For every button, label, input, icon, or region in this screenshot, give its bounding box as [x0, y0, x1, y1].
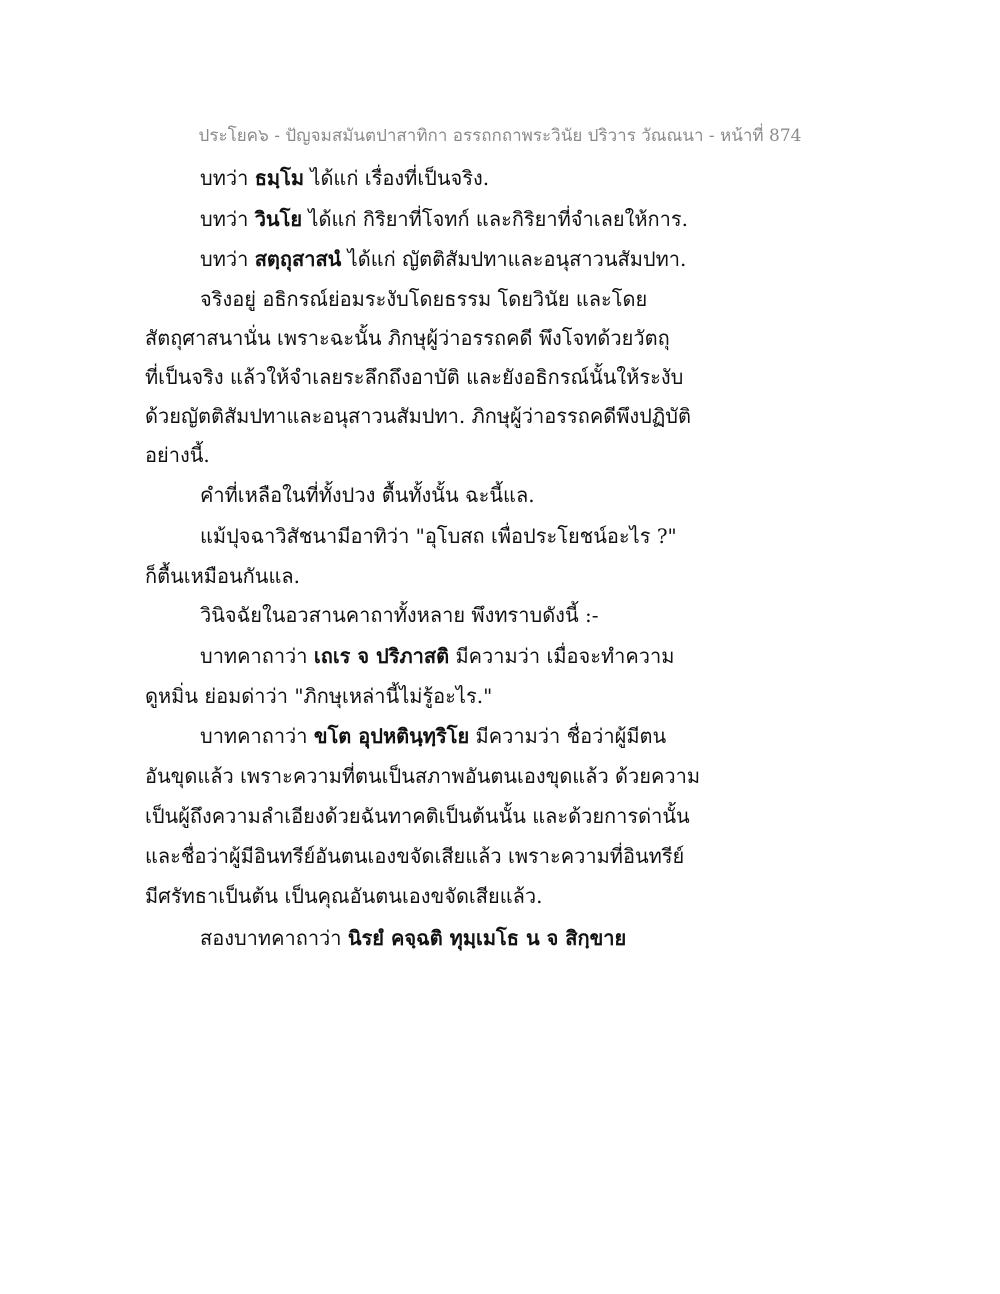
text-line: ก็ตื้นเหมือนกันแล.	[145, 564, 300, 588]
text-line: สัตถุศาสนานั่น เพราะฉะนั้น ภิกษุผู้ว่าอรรถคดี พึงโจทด้วยวัตถุ	[145, 326, 670, 350]
text-line: บทว่า ธมฺโม ได้แก่ เรื่องที่เป็นจริง.	[200, 166, 490, 190]
text-line: อันขุดแล้ว เพราะความที่ตนเป็นสภาพอันตนเองขุดแล้ว ด้วยความ	[145, 764, 700, 788]
text-line: เป็นผู้ถึงความลำเอียงด้วยฉันทาคติเป็นต้นนั้น และด้วยการด่านั้น	[145, 804, 690, 828]
pali-term: ธมฺโม	[254, 166, 305, 190]
pali-term: ขโต อุปหตินฺทฺริโย	[313, 724, 470, 748]
text-line: บาทคาถาว่า ขโต อุปหตินฺทฺริโย มีความว่า ชื่อว่าผู้มีตน	[200, 724, 667, 748]
text-line: แม้ปุจฉาวิสัชนามีอาทิว่า "อุโบสถ เพื่อประโยชน์อะไร ?"	[200, 524, 677, 548]
page-header: ประโยค๖ - ปัญจมสมันตปาสาทิกา อรรถกถาพระวินัย ปริวาร วัณณนา - หน้าที่ 874	[198, 126, 802, 146]
text-line: สองบาทคาถาว่า นิรยํ คจฺฉติ ทุมฺเมโธ น จ สิกฺขาย	[200, 926, 627, 950]
text-line: บาทคาถาว่า เถเร จ ปริภาสติ มีความว่า เมื่อจะทำความ	[200, 644, 675, 668]
pali-term: สตฺถุสาสนํ	[254, 247, 342, 271]
pali-term: นิรยํ คจฺฉติ ทุมฺเมโธ น จ สิกฺขาย	[347, 926, 627, 950]
pali-term: เถเร จ ปริภาสติ	[313, 644, 450, 668]
text-line: อย่างนี้.	[145, 443, 210, 467]
text-line: บทว่า สตฺถุสาสนํ ได้แก่ ญัตติสัมปทาและอนุสาวนสัมปทา.	[200, 247, 687, 271]
text-line: บทว่า วินโย ได้แก่ กิริยาที่โจทก์ และกิริยาที่จำเลยให้การ.	[200, 207, 688, 231]
text-line: มีศรัทธาเป็นต้น เป็นคุณอันตนเองขจัดเสียแล้ว.	[145, 884, 543, 908]
text-line: ดูหมิ่น ย่อมด่าว่า "ภิกษุเหล่านี้ไม่รู้อะไร."	[145, 684, 493, 708]
text-line: และชื่อว่าผู้มีอินทรีย์อันตนเองขจัดเสียแล้ว เพราะความที่อินทรีย์	[145, 844, 685, 868]
text-line: ด้วยญัตติสัมปทาและอนุสาวนสัมปทา. ภิกษุผู้ว่าอรรถคดีพึงปฏิบัติ	[145, 404, 691, 428]
text-line: วินิจฉัยในอวสานคาถาทั้งหลาย พึงทราบดังนี้ :-	[200, 603, 599, 627]
text-line: คำที่เหลือในที่ทั้งปวง ตื้นทั้งนั้น ฉะนี้แล.	[200, 483, 535, 507]
text-line: ที่เป็นจริง แล้วให้จำเลยระลึกถึงอาบัติ และยังอธิกรณ์นั้นให้ระงับ	[145, 365, 684, 389]
pali-term: วินโย	[254, 207, 303, 231]
text-line: จริงอยู่ อธิกรณ์ย่อมระงับโดยธรรม โดยวินัย และโดย	[200, 287, 648, 311]
